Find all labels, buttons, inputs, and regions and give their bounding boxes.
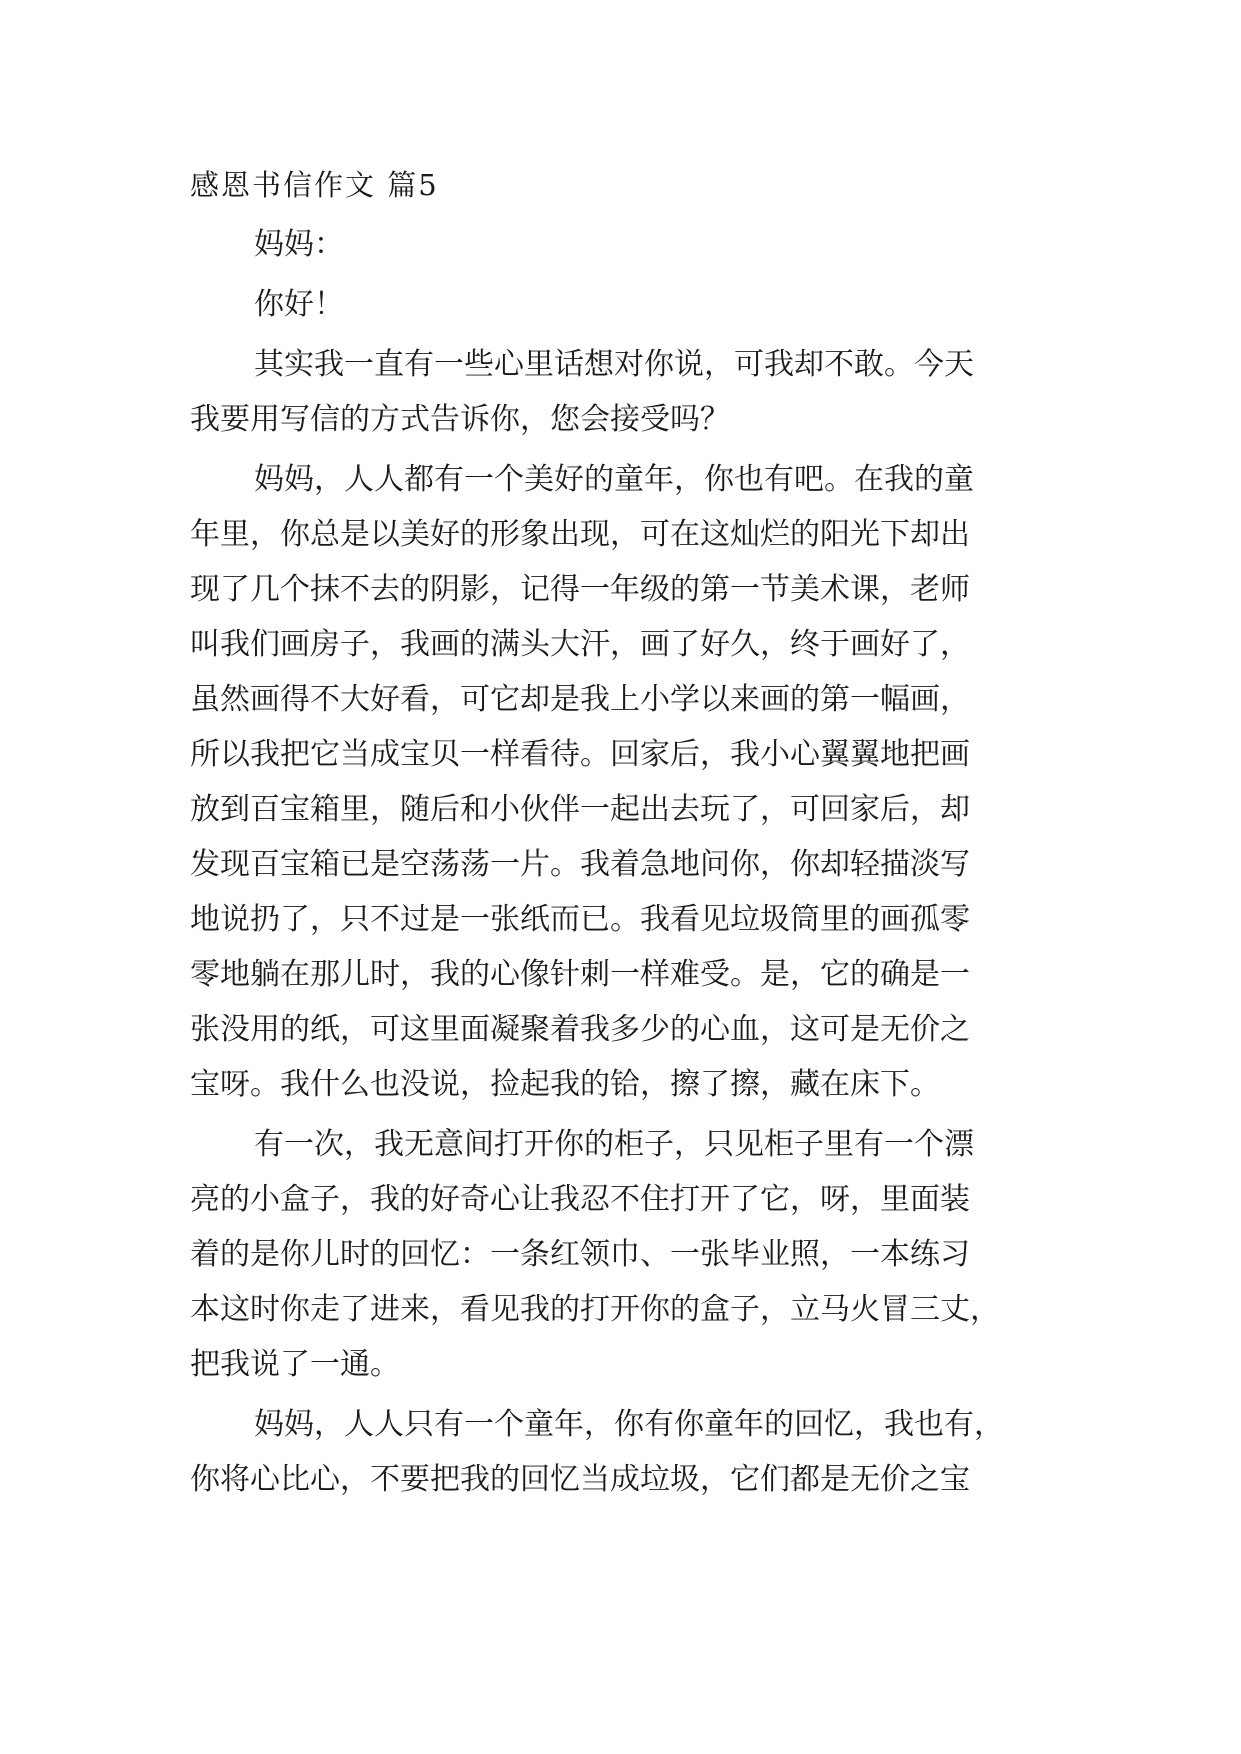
paragraph-line: 有一次，我无意间打开你的柜子，只见柜子里有一个漂: [254, 1127, 974, 1162]
paragraph-line: 本这时你走了进来，看见我的打开你的盒子，立马火冒三丈，: [190, 1292, 1000, 1327]
paragraph-line: 宝呀。我什么也没说，捡起我的铪，擦了擦，藏在床下。: [190, 1067, 940, 1102]
paragraph-line: 亮的小盒子，我的好奇心让我忍不住打开了它，呀，里面装: [190, 1182, 970, 1217]
document-title: 感恩书信作文 篇5: [190, 168, 439, 202]
paragraph-line: 年里，你总是以美好的形象出现，可在这灿烂的阳光下却出: [190, 517, 970, 552]
paragraph-line: 你将心比心，不要把我的回忆当成垃圾，它们都是无价之宝: [190, 1462, 970, 1497]
salutation-line: 妈妈：: [254, 227, 344, 262]
paragraph-line: 把我说了一通。: [190, 1347, 400, 1382]
paragraph-line: 张没用的纸，可这里面凝聚着我多少的心血，这可是无价之: [190, 1012, 970, 1047]
paragraph-line: 零地躺在那儿时，我的心像针刺一样难受。是，它的确是一: [190, 957, 970, 992]
paragraph-line: 妈妈，人人都有一个美好的童年，你也有吧。在我的童: [254, 462, 974, 497]
paragraph-line: 地说扔了，只不过是一张纸而已。我看见垃圾筒里的画孤零: [190, 902, 970, 937]
paragraph-line: 我要用写信的方式告诉你，您会接受吗？: [190, 402, 730, 437]
paragraph-line: 现了几个抹不去的阴影，记得一年级的第一节美术课，老师: [190, 572, 970, 607]
paragraph-line: 着的是你儿时的回忆：一条红领巾、一张毕业照，一本练习: [190, 1237, 970, 1272]
paragraph-line: 所以我把它当成宝贝一样看待。回家后，我小心翼翼地把画: [190, 737, 970, 772]
paragraph-line: 虽然画得不大好看，可它却是我上小学以来画的第一幅画，: [190, 682, 970, 717]
greeting-line: 你好！: [254, 287, 344, 322]
paragraph-line: 其实我一直有一些心里话想对你说，可我却不敢。今天: [254, 347, 974, 382]
paragraph-line: 叫我们画房子，我画的满头大汗，画了好久，终于画好了，: [190, 627, 970, 662]
paragraph-line: 发现百宝箱已是空荡荡一片。我着急地问你，你却轻描淡写: [190, 847, 970, 882]
paragraph-line: 妈妈，人人只有一个童年，你有你童年的回忆，我也有，: [254, 1407, 1004, 1442]
paragraph-line: 放到百宝箱里，随后和小伙伴一起出去玩了，可回家后，却: [190, 792, 970, 827]
